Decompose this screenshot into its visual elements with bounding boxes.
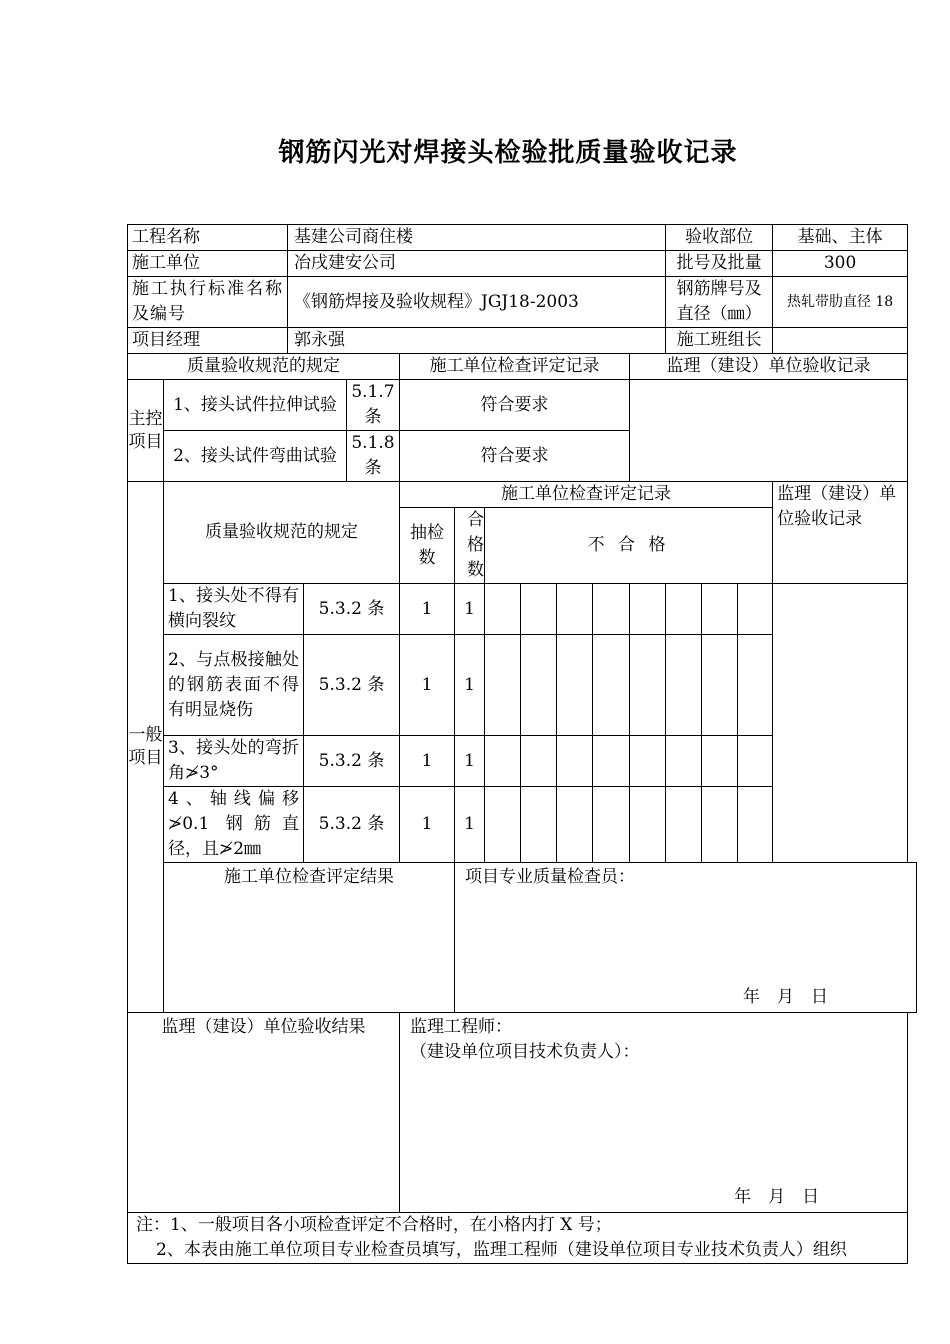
- row-project-name: [128, 225, 917, 251]
- fail-cell[interactable]: [702, 736, 738, 787]
- fail-cell[interactable]: [738, 584, 773, 635]
- general-item-pass[interactable]: 1: [455, 584, 485, 635]
- project-name-label: 工程名称: [128, 225, 288, 251]
- fail-cell[interactable]: [521, 736, 557, 787]
- main-col-contractor: 施工单位检查评定记录: [400, 354, 630, 380]
- fail-cell[interactable]: [521, 787, 557, 863]
- general-item-clause: 5.3.2 条: [304, 635, 400, 736]
- fail-cell[interactable]: [630, 787, 666, 863]
- supervisor-result-date: 年 月 日: [734, 1187, 820, 1207]
- main-item-result[interactable]: 符合要求: [400, 380, 630, 431]
- general-item-sample[interactable]: 1: [400, 635, 455, 736]
- manager[interactable]: 郭永强: [288, 328, 666, 354]
- notes: [128, 1213, 908, 1264]
- main-item-name: 2、接头试件弯曲试验: [164, 431, 347, 482]
- main-supervisor-record[interactable]: [630, 380, 908, 482]
- team-leader-label: 施工班组长: [666, 328, 773, 354]
- general-item-pass[interactable]: 1: [455, 635, 485, 736]
- contractor-result-field[interactable]: [455, 863, 917, 1013]
- fail-cell[interactable]: [666, 787, 702, 863]
- main-item-result[interactable]: 符合要求: [400, 431, 630, 482]
- general-item-sample[interactable]: 1: [400, 736, 455, 787]
- fail-cell[interactable]: [593, 787, 630, 863]
- main-item-clause: 5.1.8 条: [347, 431, 400, 482]
- batch[interactable]: 300: [773, 251, 908, 277]
- supervisor-result-label: 监理（建设）单位验收结果: [128, 1013, 400, 1213]
- supervisor-result-field[interactable]: [400, 1013, 908, 1213]
- document-title: 钢筋闪光对焊接头检验批质量验收记录: [278, 138, 738, 168]
- general-item-name: 2、与点极接触处的钢筋表面不得有明显烧伤: [164, 635, 304, 736]
- note-line-1: 注：1、一般项目各小项检查评定不合格时，在小格内打 X 号；: [136, 1215, 612, 1235]
- fail-cell[interactable]: [593, 635, 630, 736]
- row-contractor: [128, 251, 917, 277]
- fail-cell[interactable]: [738, 787, 773, 863]
- fail-cell[interactable]: [666, 736, 702, 787]
- general-item-row: [128, 584, 917, 635]
- acceptance-part[interactable]: 基础、主体: [773, 225, 908, 251]
- fail-cell[interactable]: [666, 635, 702, 736]
- fail-cell[interactable]: [521, 635, 557, 736]
- general-item-clause: 5.3.2 条: [304, 584, 400, 635]
- supervisor-result-row: [128, 1013, 917, 1213]
- general-item-clause: 5.3.2 条: [304, 736, 400, 787]
- general-item-name: 1、接头处不得有横向裂纹: [164, 584, 304, 635]
- acceptance-record-form: [127, 224, 917, 1264]
- fail-cell[interactable]: [485, 584, 521, 635]
- contractor-result-date: 年 月 日: [743, 987, 828, 1007]
- row-manager: [128, 328, 917, 354]
- fail-cell[interactable]: [593, 736, 630, 787]
- contractor-result-label: 施工单位检查评定结果: [164, 863, 455, 1013]
- inspector-label: 项目专业质量检查员：: [465, 867, 635, 887]
- general-item-name: 3、接头处的弯折角≯3°: [164, 736, 304, 787]
- batch-label: 批号及批量: [666, 251, 773, 277]
- contractor-result-row: [128, 863, 917, 1013]
- general-col-supervisor: 监理（建设）单位验收记录: [773, 482, 908, 584]
- main-col-spec: 质量验收规范的规定: [128, 354, 400, 380]
- contractor-label: 施工单位: [128, 251, 288, 277]
- general-section-label: 一般项目: [128, 482, 164, 1013]
- fail-cell[interactable]: [485, 635, 521, 736]
- fail-cell[interactable]: [593, 584, 630, 635]
- owner-tech-label: （建设单位项目技术负责人）：: [410, 1042, 640, 1062]
- general-item-sample[interactable]: 1: [400, 787, 455, 863]
- main-col-supervisor: 监理（建设）单位验收记录: [630, 354, 908, 380]
- main-item-clause: 5.1.7 条: [347, 380, 400, 431]
- general-col-contractor: 施工单位检查评定记录: [400, 482, 773, 508]
- standard[interactable]: 《钢筋焊接及验收规程》JGJ18-2003: [288, 277, 666, 328]
- fail-cell[interactable]: [738, 635, 773, 736]
- fail-cell[interactable]: [485, 736, 521, 787]
- general-item-pass[interactable]: 1: [455, 736, 485, 787]
- note-line-2: 2、本表由施工单位项目专业检查员填写，监理工程师（建设单位项目专业技术负责人）组织: [156, 1240, 847, 1260]
- standard-label: 施工执行标准名称及编号: [128, 277, 288, 328]
- fail-cell[interactable]: [557, 736, 593, 787]
- fail-cell[interactable]: [702, 635, 738, 736]
- contractor[interactable]: 冶戌建安公司: [288, 251, 666, 277]
- fail-cell[interactable]: [738, 736, 773, 787]
- general-item-clause: 5.3.2 条: [304, 787, 400, 863]
- notes-row: [128, 1213, 917, 1264]
- general-supervisor-record[interactable]: [773, 584, 908, 863]
- general-col-spec: 质量验收规范的规定: [164, 482, 400, 584]
- rebar-label: 钢筋牌号及直径（㎜）: [666, 277, 773, 328]
- manager-label: 项目经理: [128, 328, 288, 354]
- general-col-sample: 抽检数: [400, 508, 455, 584]
- acceptance-part-label: 验收部位: [666, 225, 773, 251]
- general-col-fail: 不 合 格: [485, 508, 773, 584]
- fail-cell[interactable]: [485, 787, 521, 863]
- general-item-sample[interactable]: 1: [400, 584, 455, 635]
- fail-cell[interactable]: [630, 584, 666, 635]
- project-name[interactable]: 基建公司商住楼: [288, 225, 666, 251]
- fail-cell[interactable]: [630, 635, 666, 736]
- fail-cell[interactable]: [521, 584, 557, 635]
- fail-cell[interactable]: [630, 736, 666, 787]
- fail-cell[interactable]: [702, 584, 738, 635]
- fail-cell[interactable]: [557, 584, 593, 635]
- fail-cell[interactable]: [666, 584, 702, 635]
- general-item-pass[interactable]: 1: [455, 787, 485, 863]
- general-items-header: [128, 482, 917, 508]
- fail-cell[interactable]: [702, 787, 738, 863]
- rebar[interactable]: 热轧带肋直径 18: [773, 277, 908, 328]
- main-item-name: 1、接头试件拉伸试验: [164, 380, 347, 431]
- main-section-label: 主控项目: [128, 380, 164, 482]
- engineer-label: 监理工程师：: [410, 1017, 512, 1037]
- general-col-pass: 合格数: [455, 508, 485, 584]
- fail-cell[interactable]: [557, 635, 593, 736]
- row-standard: [128, 277, 917, 328]
- team-leader[interactable]: [773, 328, 908, 354]
- fail-cell[interactable]: [557, 787, 593, 863]
- main-item-row: [128, 380, 917, 431]
- general-item-name: 4、轴线偏移≯0.1 钢筋直径，且≯2㎜: [164, 787, 304, 863]
- main-items-header: [128, 354, 917, 380]
